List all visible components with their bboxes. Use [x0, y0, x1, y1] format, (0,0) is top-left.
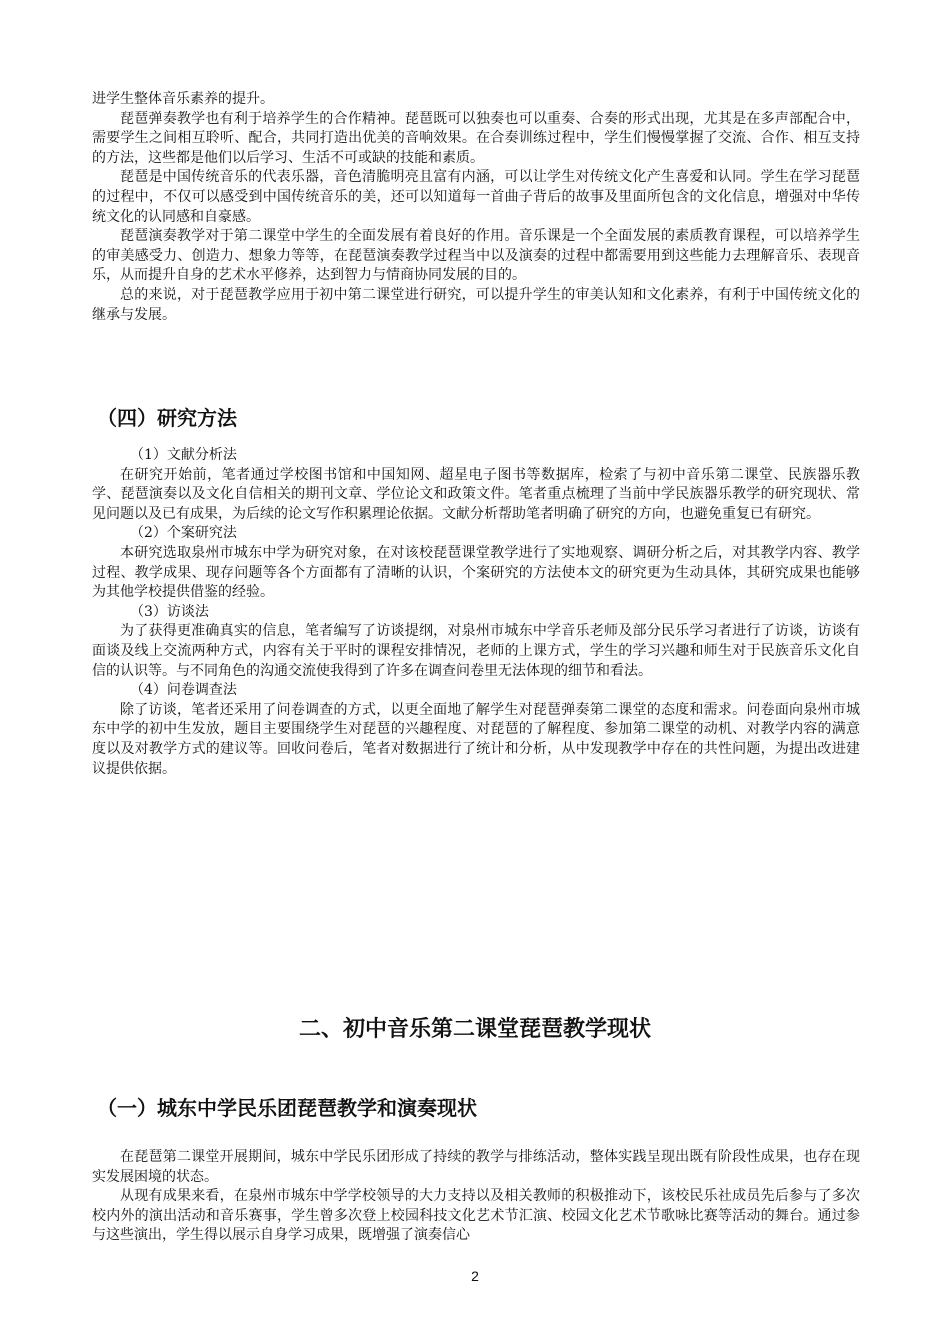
page-number: 2 [471, 1268, 479, 1284]
method-label: （2）个案研究法 [130, 525, 237, 542]
paragraph: 琵琶演奏教学对于第二课堂中学生的全面发展有着良好的作用。音乐课是一个全面发展的素质教育课程，可以培养学生的审美感受力、创造力、想象力等等，在琵琶演奏教学过程当中以及演奏的过程中都需要用到这些能力去理解音乐、表现音乐，从而提升自身的艺术水平修养，达到智力与情商协同发展的目的。 [92, 228, 860, 284]
method-label: （3）访谈法 [130, 603, 209, 620]
intro-paragraphs [92, 90, 860, 325]
research-methods-list [92, 446, 860, 779]
section-heading-research-methods: （四）研究方法 [97, 406, 237, 430]
paragraph: 总的来说，对于琵琶教学应用于初中第二课堂进行研究，可以提升学生的审美认知和文化素养，有利于中国传统文化的继承与发展。 [92, 286, 860, 323]
method-label: （4）问卷调查法 [130, 682, 237, 699]
method-label: （1）文献分析法 [130, 447, 237, 463]
method-text: 除了访谈，笔者还采用了问卷调查的方式，以更全面地了解学生对琵琶弹奏第二课堂的态度和需求。问卷面向泉州市城东中学的初中生发放，题目主要围绕学生对琵琶的兴趣程度、对琵琶的了解程度、参加第二课堂的动机、对教学内容的满意度以及对教学方式的建议等。回收问卷后，笔者对数据进行了统计和分析，从中发现教学中存在的共性问题，为提出改进建议提供依据。 [92, 701, 860, 777]
paragraph: 从现有成果来看，在泉州市城东中学学校领导的大力支持以及相关教师的积极推动下，该校民乐社成员先后参与了多次校内外的演出活动和音乐赛事，学生曾多次登上校园科技文化艺术节汇演、校园文化艺术节歌咏比赛等活动的舞台。通过参与这些演出，学生得以展示自身学习成果，既增强了演奏信心 [92, 1188, 860, 1244]
status-paragraphs [92, 1148, 860, 1246]
paragraph: 琵琶弹奏教学也有利于培养学生的合作精神。琵琶既可以独奏也可以重奏、合奏的形式出现，尤其是在多声部配合中，需要学生之间相互聆听、配合，共同打造出优美的音响效果。在合奏训练过程中，学生们慢慢掌握了交流、合作、相互支持的方法，这些都是他们以后学习、生活不可或缺的技能和素质。 [92, 110, 860, 166]
paragraph: 在琵琶第二课堂开展期间，城东中学民乐团形成了持续的教学与排练活动，整体实践呈现出既有阶段性成果，也存在现实发展困境的状态。 [92, 1149, 860, 1185]
method-item [92, 603, 860, 681]
method-item [92, 524, 860, 602]
paragraph: 进学生整体音乐素养的提升。 [92, 91, 274, 107]
chapter-heading: 二、初中音乐第二课堂琵琶教学现状 [298, 1017, 651, 1042]
section-heading-current-status: （一）城东中学民乐团琵琶教学和演奏现状 [97, 1096, 477, 1120]
method-item [92, 681, 860, 779]
method-text: 为了获得更准确真实的信息，笔者编写了访谈提纲，对泉州市城东中学音乐老师及部分民乐学习者进行了访谈，访谈有面谈及线上交流两种方式，内容有关于平时的课程安排情况，老师的上课方式，学生的学习兴趣和师生对于民族音乐文化自信的认识等。与不同角色的沟通交流使我得到了许多在调查问卷里无法体现的细节和看法。 [92, 623, 860, 679]
method-text: 在研究开始前，笔者通过学校图书馆和中国知网、超星电子图书等数据库，检索了与初中音乐第二课堂、民族器乐教学、琵琶演奏以及文化自信相关的期刊文章、学位论文和政策文件。笔者重点梳理了当前中学民族器乐教学的研究现状、常见问题以及已有成果，为后续的论文写作积累理论依据。文献分析帮助笔者明确了研究的方向，也避免重复已有研究。 [92, 466, 860, 522]
method-text: 本研究选取泉州市城东中学为研究对象，在对该校琵琶课堂教学进行了实地观察、调研分析之后，对其教学内容、教学过程、教学成果、现存问题等各个方面都有了清晰的认识，个案研究的方法使本文的研究更为生动具体，其研究成果也能够为其他学校提供借鉴的经验。 [92, 544, 860, 601]
method-item [92, 446, 860, 524]
paragraph: 琵琶是中国传统音乐的代表乐器，音色清脆明亮且富有内涵，可以让学生对传统文化产生喜爱和认同。学生在学习琵琶的过程中，不仅可以感受到中国传统音乐的美，还可以知道每一首曲子背后的故事及里面所包含的文化信息，增强对中华传统文化的认同感和自豪感。 [92, 169, 860, 225]
